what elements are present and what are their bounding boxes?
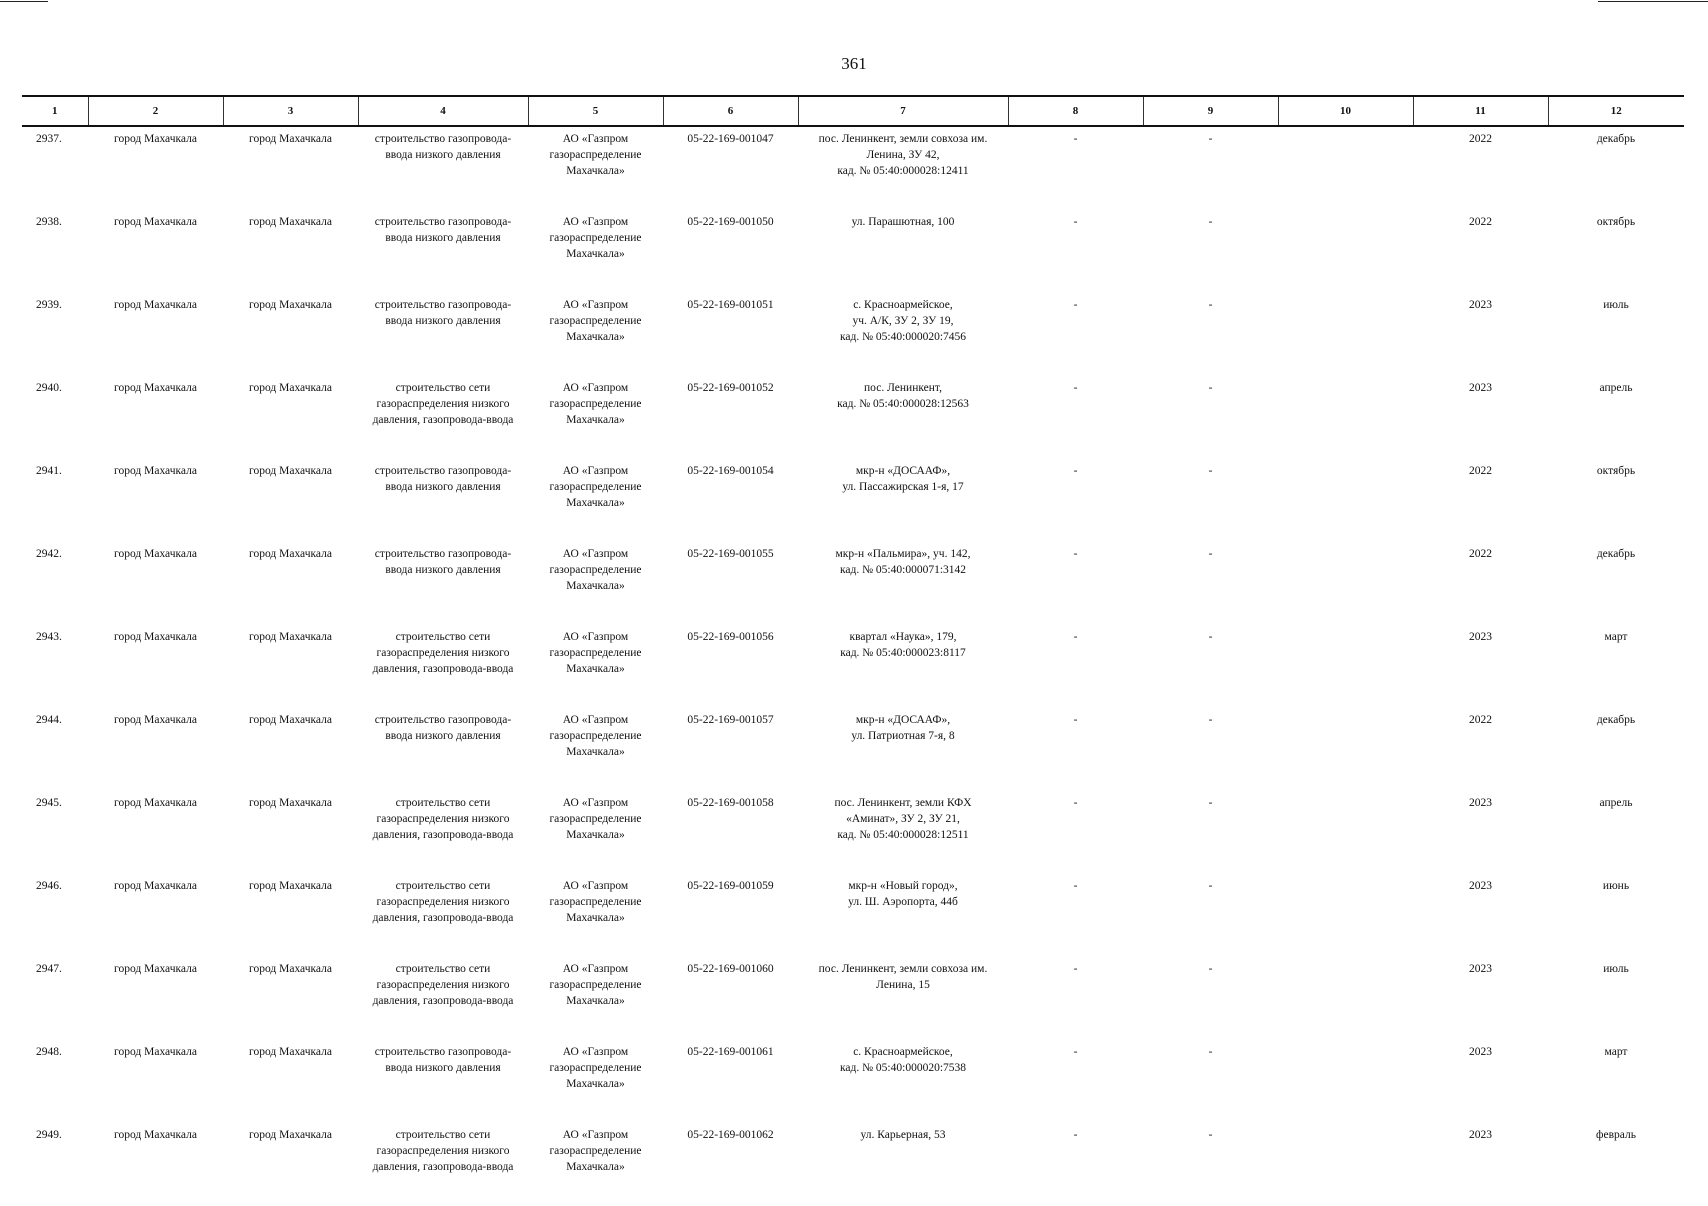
month-cell: март [1604,631,1628,643]
month-cell: декабрь [1596,714,1636,726]
column-9-cell: - [1208,465,1213,477]
settlement-cell: город Махачкала [249,631,332,643]
work-type-cell: строительство газопровода- ввода низкого давления [374,548,512,576]
year-cell: 2022 [1469,133,1492,145]
month-cell: апрель [1599,797,1633,809]
column-header: 12 [1548,96,1684,126]
district-cell: город Махачкала [114,299,197,311]
settlement-cell: город Махачкала [249,1129,332,1141]
table-row [22,1040,1684,1123]
column-9-cell: - [1208,133,1213,145]
organization-cell: АО «Газпром газораспределение Махачкала» [549,299,642,343]
year-cell: 2023 [1469,299,1492,311]
address-cell: пос. Ленинкент, кад. № 05:40:000028:12563 [837,382,969,410]
row-number: 2938. [36,216,62,228]
object-code-cell: 05-22-169-001052 [687,382,774,394]
district-cell: город Махачкала [114,133,197,145]
table-row [22,542,1684,625]
row-number: 2945. [36,797,62,809]
settlement-cell: город Махачкала [249,548,332,560]
year-cell: 2022 [1469,548,1492,560]
object-code-cell: 05-22-169-001055 [687,548,774,560]
district-cell: город Махачкала [114,797,197,809]
work-type-cell: строительство газопровода- ввода низкого давления [374,216,512,244]
month-cell: октябрь [1596,216,1636,228]
column-10-cell [1278,791,1413,874]
address-cell: с. Красноармейское, кад. № 05:40:000020:7538 [839,1046,967,1074]
row-number: 2944. [36,714,62,726]
settlement-cell: город Махачкала [249,299,332,311]
column-header: 4 [358,96,528,126]
column-9-cell: - [1208,1129,1213,1141]
page-number: 361 [841,54,867,73]
district-cell: город Махачкала [114,1129,197,1141]
work-type-cell: строительство газопровода- ввода низкого давления [374,133,512,161]
table-row [22,126,1684,210]
work-type-cell: строительство сети газораспределения низкого давления, газопровода-ввода [372,880,514,924]
table-row [22,1123,1684,1206]
row-number: 2948. [36,1046,62,1058]
settlement-cell: город Махачкала [249,797,332,809]
column-9-cell: - [1208,880,1213,892]
work-type-cell: строительство газопровода- ввода низкого давления [374,714,512,742]
column-10-cell [1278,293,1413,376]
district-cell: город Махачкала [114,548,197,560]
column-9-cell: - [1208,797,1213,809]
column-9-cell: - [1208,216,1213,228]
object-code-cell: 05-22-169-001051 [687,299,774,311]
settlement-cell: город Махачкала [249,963,332,975]
column-10-cell [1278,1123,1413,1206]
object-code-cell: 05-22-169-001061 [687,1046,774,1058]
top-right-edge-line [1598,1,1708,2]
table-row [22,459,1684,542]
month-cell: декабрь [1596,548,1636,560]
address-cell: пос. Ленинкент, земли совхоза им. Ленина, ЗУ 42, кад. № 05:40:000028:12411 [818,133,988,177]
work-type-cell: строительство газопровода- ввода низкого давления [374,465,512,493]
column-header: 5 [528,96,663,126]
district-cell: город Махачкала [114,631,197,643]
address-cell: пос. Ленинкент, земли совхоза им. Ленина, 15 [818,963,988,991]
column-10-cell [1278,708,1413,791]
column-header: 2 [88,96,223,126]
column-8-cell: - [1073,465,1078,477]
register-table [22,95,1684,1206]
address-cell: с. Красноармейское, уч. А/К, ЗУ 2, ЗУ 19, кад. № 05:40:000020:7456 [839,299,967,343]
year-cell: 2023 [1469,797,1492,809]
organization-cell: АО «Газпром газораспределение Махачкала» [549,1046,642,1090]
district-cell: город Махачкала [114,714,197,726]
object-code-cell: 05-22-169-001058 [687,797,774,809]
table-row [22,957,1684,1040]
top-left-edge-line [0,1,48,2]
table-row [22,874,1684,957]
work-type-cell: строительство сети газораспределения низкого давления, газопровода-ввода [372,963,514,1007]
settlement-cell: город Махачкала [249,1046,332,1058]
column-header: 7 [798,96,1008,126]
organization-cell: АО «Газпром газораспределение Махачкала» [549,133,642,177]
column-header: 9 [1143,96,1278,126]
table-row [22,210,1684,293]
organization-cell: АО «Газпром газораспределение Махачкала» [549,465,642,509]
table-row [22,791,1684,874]
organization-cell: АО «Газпром газораспределение Махачкала» [549,548,642,592]
column-9-cell: - [1208,299,1213,311]
column-8-cell: - [1073,1129,1078,1141]
district-cell: город Махачкала [114,382,197,394]
table-row [22,708,1684,791]
column-header: 3 [223,96,358,126]
year-cell: 2023 [1469,1046,1492,1058]
column-8-cell: - [1073,1046,1078,1058]
month-cell: март [1604,1046,1628,1058]
column-8-cell: - [1073,797,1078,809]
address-cell: мкр-н «ДОСААФ», ул. Пассажирская 1-я, 17 [842,465,964,493]
column-8-cell: - [1073,714,1078,726]
row-number: 2943. [36,631,62,643]
settlement-cell: город Махачкала [249,133,332,145]
column-9-cell: - [1208,714,1213,726]
year-cell: 2022 [1469,216,1492,228]
settlement-cell: город Махачкала [249,880,332,892]
column-header: 1 [22,96,88,126]
year-cell: 2022 [1469,465,1492,477]
column-9-cell: - [1208,631,1213,643]
column-header: 6 [663,96,798,126]
column-10-cell [1278,459,1413,542]
column-8-cell: - [1073,216,1078,228]
object-code-cell: 05-22-169-001056 [687,631,774,643]
district-cell: город Махачкала [114,880,197,892]
district-cell: город Махачкала [114,465,197,477]
address-cell: квартал «Наука», 179, кад. № 05:40:000023:8117 [840,631,966,659]
month-cell: июль [1603,963,1629,975]
column-10-cell [1278,874,1413,957]
work-type-cell: строительство газопровода- ввода низкого давления [374,1046,512,1074]
organization-cell: АО «Газпром газораспределение Махачкала» [549,714,642,758]
organization-cell: АО «Газпром газораспределение Махачкала» [549,382,642,426]
organization-cell: АО «Газпром газораспределение Махачкала» [549,216,642,260]
object-code-cell: 05-22-169-001050 [687,216,774,228]
column-10-cell [1278,376,1413,459]
organization-cell: АО «Газпром газораспределение Махачкала» [549,1129,642,1173]
row-number: 2939. [36,299,62,311]
organization-cell: АО «Газпром газораспределение Махачкала» [549,797,642,841]
work-type-cell: строительство сети газораспределения низкого давления, газопровода-ввода [372,1129,514,1173]
column-10-cell [1278,210,1413,293]
column-8-cell: - [1073,963,1078,975]
address-cell: ул. Парашютная, 100 [851,216,955,228]
header-row [22,96,1684,126]
organization-cell: АО «Газпром газораспределение Махачкала» [549,631,642,675]
address-cell: мкр-н «Новый город», ул. Ш. Аэропорта, 44б [848,880,958,908]
object-code-cell: 05-22-169-001054 [687,465,774,477]
column-10-cell [1278,957,1413,1040]
month-cell: июнь [1602,880,1630,892]
column-8-cell: - [1073,133,1078,145]
column-9-cell: - [1208,1046,1213,1058]
year-cell: 2023 [1469,631,1492,643]
address-cell: мкр-н «ДОСААФ», ул. Патриотная 7-я, 8 [851,714,955,742]
row-number: 2946. [36,880,62,892]
month-cell: декабрь [1596,133,1636,145]
work-type-cell: строительство сети газораспределения низкого давления, газопровода-ввода [372,631,514,675]
column-8-cell: - [1073,382,1078,394]
organization-cell: АО «Газпром газораспределение Махачкала» [549,963,642,1007]
settlement-cell: город Махачкала [249,714,332,726]
object-code-cell: 05-22-169-001057 [687,714,774,726]
column-9-cell: - [1208,548,1213,560]
object-code-cell: 05-22-169-001062 [687,1129,774,1141]
object-code-cell: 05-22-169-001047 [687,133,774,145]
column-header: 8 [1008,96,1143,126]
month-cell: октябрь [1596,465,1636,477]
column-10-cell [1278,625,1413,708]
table-row [22,625,1684,708]
row-number: 2947. [36,963,62,975]
column-header: 10 [1278,96,1413,126]
column-8-cell: - [1073,631,1078,643]
work-type-cell: строительство сети газораспределения низкого давления, газопровода-ввода [372,797,514,841]
month-cell: февраль [1596,1129,1636,1141]
district-cell: город Махачкала [114,1046,197,1058]
settlement-cell: город Махачкала [249,382,332,394]
organization-cell: АО «Газпром газораспределение Махачкала» [549,880,642,924]
table-row [22,293,1684,376]
year-cell: 2023 [1469,1129,1492,1141]
column-10-cell [1278,126,1413,210]
column-10-cell [1278,1040,1413,1123]
column-8-cell: - [1073,299,1078,311]
column-9-cell: - [1208,382,1213,394]
object-code-cell: 05-22-169-001059 [687,880,774,892]
object-code-cell: 05-22-169-001060 [687,963,774,975]
year-cell: 2023 [1469,382,1492,394]
column-9-cell: - [1208,963,1213,975]
address-cell: пос. Ленинкент, земли КФХ «Аминат», ЗУ 2, ЗУ 21, кад. № 05:40:000028:12511 [834,797,972,841]
row-number: 2942. [36,548,62,560]
row-number: 2940. [36,382,62,394]
year-cell: 2023 [1469,880,1492,892]
work-type-cell: строительство сети газораспределения низкого давления, газопровода-ввода [372,382,514,426]
work-type-cell: строительство газопровода- ввода низкого давления [374,299,512,327]
district-cell: город Махачкала [114,216,197,228]
settlement-cell: город Махачкала [249,465,332,477]
settlement-cell: город Махачкала [249,216,332,228]
row-number: 2941. [36,465,62,477]
table-row [22,376,1684,459]
column-header: 11 [1413,96,1548,126]
district-cell: город Махачкала [114,963,197,975]
month-cell: июль [1603,299,1629,311]
column-8-cell: - [1073,880,1078,892]
address-cell: ул. Карьерная, 53 [860,1129,946,1141]
row-number: 2949. [36,1129,62,1141]
column-10-cell [1278,542,1413,625]
row-number: 2937. [36,133,62,145]
address-cell: мкр-н «Пальмира», уч. 142, кад. № 05:40:000071:3142 [835,548,971,576]
column-8-cell: - [1073,548,1078,560]
month-cell: апрель [1599,382,1633,394]
year-cell: 2022 [1469,714,1492,726]
year-cell: 2023 [1469,963,1492,975]
